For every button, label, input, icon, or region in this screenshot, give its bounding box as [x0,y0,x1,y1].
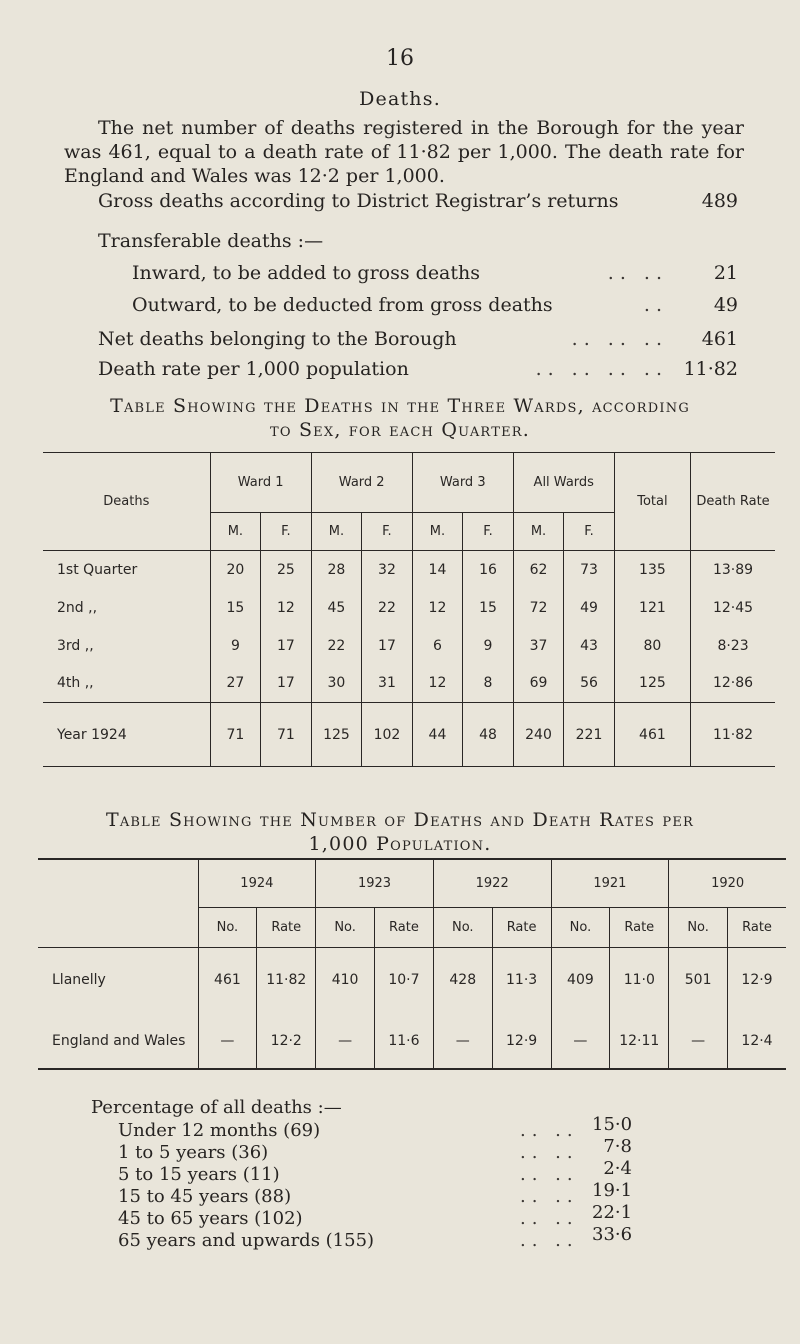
table-cell: 72 [513,589,564,627]
table-cell: 11·6 [375,1013,434,1069]
outward-label: Outward, to be deducted from gross deaths [132,294,553,316]
inward-label: Inward, to be added to gross deaths [132,262,481,284]
wards-deaths-table [43,452,775,767]
col-no: No. [433,907,492,947]
table-cell: 6 [412,627,463,665]
table1-caption [0,394,800,442]
quarter-row [43,589,775,627]
gross-deaths-row [98,190,738,212]
col-rate: Rate [257,907,316,947]
table-cell: 8 [463,665,514,703]
table-cell: 12·4 [728,1013,786,1069]
table-cell: — [198,1013,257,1069]
col-rate: Rate [728,907,786,947]
table-cell: 121 [614,589,690,627]
leader-dots: .. .. [520,1164,579,1185]
col-deaths: Deaths [43,453,210,551]
table-cell: — [551,1013,610,1069]
quarter-row [43,665,775,703]
col-death-rate: Death Rate [691,453,775,551]
table1-caption-line1: Table Showing the Deaths in the Three Wards, according [110,395,690,417]
table-cell: 25 [261,551,312,589]
table-cell: 12·45 [691,589,775,627]
leader-dots: .. .. .. [571,328,668,350]
col-rate: Rate [610,907,669,947]
table2-caption-line1: Table Showing the Number of Deaths and Death Rates per [105,809,695,831]
year-total-row [43,703,775,767]
quarter-row [43,551,775,589]
col-no: No. [316,907,375,947]
percentages-title: Percentage of all deaths :— [91,1097,342,1118]
outward-value: 49 [713,294,738,316]
leader-dots: .. .. .. .. [535,358,668,380]
inward-row [132,262,738,284]
table-cell: 428 [433,947,492,1013]
col-rate: Rate [492,907,551,947]
leader-dots: .. .. [520,1186,579,1207]
leader-dots: .. .. [520,1208,579,1229]
net-deaths-row [98,328,738,350]
col-m: M. [513,513,564,551]
col-total: Total [614,453,690,551]
place-col-header [38,859,198,947]
table-cell: 11·82 [257,947,316,1013]
table-cell: 22 [311,627,362,665]
table-cell: 11·82 [691,703,775,767]
leader-dots: .. .. [520,1120,579,1141]
row-label: 2nd ,, [43,589,210,627]
percentage-label: 65 years and upwards (155) [118,1230,375,1251]
death-rate-value: 11·82 [683,358,738,380]
outward-row [132,294,738,316]
col-ward2: Ward 2 [311,453,412,513]
table-cell: 37 [513,627,564,665]
row-label: England and Wales [38,1013,198,1069]
percentage-label: 1 to 5 years (36) [118,1142,269,1163]
table-cell: 45 [311,589,362,627]
percentage-label: 5 to 15 years (11) [118,1164,280,1185]
death-rate-label: Death rate per 1,000 population [98,358,409,380]
table-cell: 11·0 [610,947,669,1013]
table-cell: 13·89 [691,551,775,589]
table-cell: 12·9 [492,1013,551,1069]
leader-dots: .. .. [520,1230,579,1251]
percentage-value: 22·1 [592,1202,633,1223]
row-label: 4th ,, [43,665,210,703]
table-cell: — [669,1013,728,1069]
table-row [38,947,786,1013]
percentage-value: 2·4 [603,1158,632,1179]
table-cell: 8·23 [691,627,775,665]
year-header: 1923 [316,859,434,907]
table-cell: 48 [463,703,514,767]
table-cell: 80 [614,627,690,665]
col-m: M. [412,513,463,551]
table-cell: 12 [412,665,463,703]
table-cell: 16 [463,551,514,589]
section-heading: Deaths. [359,88,441,110]
table-cell: 71 [210,703,261,767]
row-label: Llanelly [38,947,198,1013]
year-header: 1922 [433,859,551,907]
table-cell: 12 [412,589,463,627]
percentage-label: Under 12 months (69) [118,1120,321,1141]
col-m: M. [210,513,261,551]
table-cell: 30 [311,665,362,703]
col-no: No. [551,907,610,947]
col-m: M. [311,513,362,551]
table-cell: 62 [513,551,564,589]
table-cell: 461 [614,703,690,767]
table-cell: 49 [564,589,615,627]
table-cell: 125 [311,703,362,767]
gross-deaths-value: 489 [701,190,738,212]
col-f: F. [261,513,312,551]
table-cell: 22 [362,589,413,627]
row-label: Year 1924 [43,703,210,767]
percentage-label: 45 to 65 years (102) [118,1208,303,1229]
table-cell: 12·2 [257,1013,316,1069]
table-cell: 12·11 [610,1013,669,1069]
table-cell: 44 [412,703,463,767]
table-cell: 27 [210,665,261,703]
col-no: No. [198,907,257,947]
table-cell: 28 [311,551,362,589]
col-no: No. [669,907,728,947]
leader-dots: .. .. [607,262,668,284]
table-cell: 15 [463,589,514,627]
table-cell: — [433,1013,492,1069]
table-cell: 135 [614,551,690,589]
death-rate-row [98,358,738,380]
table-cell: 125 [614,665,690,703]
table-cell: 501 [669,947,728,1013]
col-ward3: Ward 3 [412,453,513,513]
table-cell: 69 [513,665,564,703]
table2-caption [0,808,800,856]
table-row [38,1013,786,1069]
table-cell: 20 [210,551,261,589]
table-cell: 43 [564,627,615,665]
table-cell: 410 [316,947,375,1013]
percentage-value: 7·8 [603,1136,632,1157]
table-cell: 102 [362,703,413,767]
table-cell: 17 [362,627,413,665]
percentage-label: 15 to 45 years (88) [118,1186,292,1207]
table2-caption-line2: 1,000 Population. [308,833,492,855]
col-all-wards: All Wards [513,453,614,513]
net-deaths-label: Net deaths belonging to the Borough [98,328,457,350]
col-f: F. [564,513,615,551]
row-label: 1st Quarter [43,551,210,589]
leader-dots: .. .. [520,1142,579,1163]
gross-deaths-label: Gross deaths according to District Registrar’s returns [98,190,619,212]
table-cell: — [316,1013,375,1069]
table-cell: 31 [362,665,413,703]
col-rate: Rate [375,907,434,947]
table-cell: 14 [412,551,463,589]
table-cell: 32 [362,551,413,589]
table-cell: 9 [463,627,514,665]
table-cell: 12·86 [691,665,775,703]
quarter-row [43,627,775,665]
table-cell: 15 [210,589,261,627]
table-cell: 17 [261,627,312,665]
row-label: 3rd ,, [43,627,210,665]
table-cell: 461 [198,947,257,1013]
table-cell: 12 [261,589,312,627]
table-cell: 9 [210,627,261,665]
deaths-rates-table [38,858,786,1070]
table-cell: 73 [564,551,615,589]
year-header: 1924 [198,859,316,907]
table1-caption-line2: to Sex, for each Quarter. [270,419,530,441]
leader-dots: .. [643,294,668,316]
percentage-value: 33·6 [592,1224,633,1245]
transferable-row [98,230,738,252]
transferable-label: Transferable deaths :— [98,230,324,252]
table-cell: 221 [564,703,615,767]
table-cell: 240 [513,703,564,767]
table-cell: 10·7 [375,947,434,1013]
table-cell: 56 [564,665,615,703]
year-header: 1921 [551,859,669,907]
inward-value: 21 [713,262,738,284]
percentage-value: 19·1 [592,1180,633,1201]
table-cell: 409 [551,947,610,1013]
col-ward1: Ward 1 [210,453,311,513]
intro-paragraph: The net number of deaths registered in the Borough for the year was 461, equal to a death rate of 11·82 per 1,000. The death rate for England and Wales was 12·2 per 1,000. [64,117,744,187]
table-cell: 12·9 [728,947,786,1013]
year-header: 1920 [669,859,786,907]
net-deaths-value: 461 [701,328,738,350]
col-f: F. [362,513,413,551]
table-cell: 11·3 [492,947,551,1013]
percentage-value: 15·0 [592,1114,633,1135]
col-f: F. [463,513,514,551]
table-cell: 71 [261,703,312,767]
table-cell: 17 [261,665,312,703]
page-number: 16 [386,46,414,71]
